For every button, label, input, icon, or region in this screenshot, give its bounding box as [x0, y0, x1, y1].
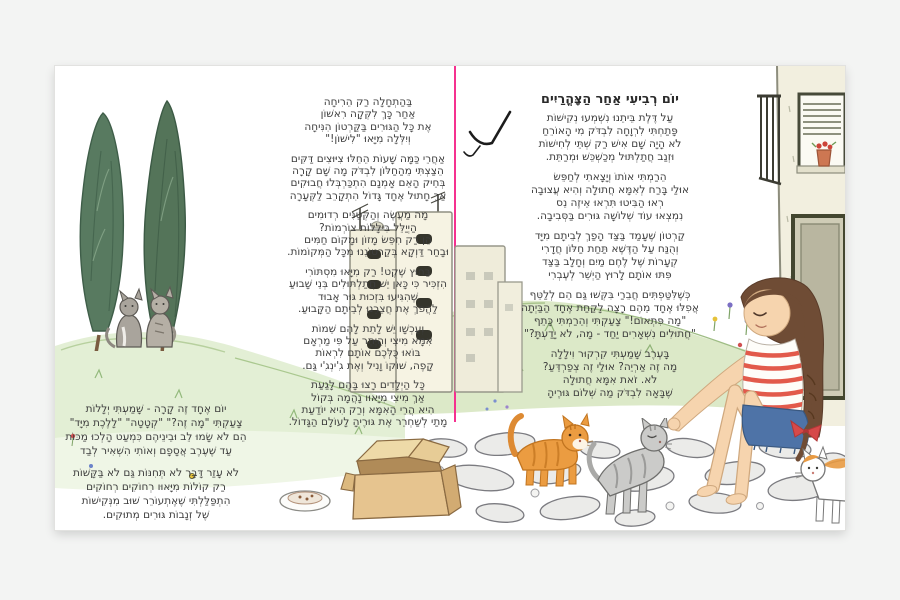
poem-line: שֶׁהִגִּיעוּ בִּזְכוּת גּוּר אָבוּד — [317, 290, 419, 303]
poem-line: וְעַכְשָׁו יֵשׁ לָתֵת לָהֶם שֵׁמוֹת — [311, 322, 425, 335]
poem-line: מָתַי לְשַׁחְרֵר אֶת גּוּרֶיהָ לָעוֹלָם הַגָּדוֹל. — [288, 416, 448, 429]
stanza — [465, 112, 755, 164]
poem-line: אַחֲרֵי כַּמָּה שָׁעוֹת הֵחֵלּוּ צִיּוּצִים דַּקִּים — [290, 152, 446, 165]
poem-line: עַל דֶּלֶת בֵּיתֵנוּ נִשְׁמְעוּ נְקִישׁוֹת — [546, 112, 674, 124]
poem-line: לֹא. זֹאת אִמָּא חֲתוּלָה — [562, 374, 658, 386]
cardboard-box-illustration — [273, 431, 463, 530]
poem-line: וְיִלְּלָה מִיָּאוּ "לִישׁוֹן!" — [325, 133, 411, 146]
poem-line: צָעַקְתִּי "מָה זֶה?" "קְטָטָה" "לָלֶכֶת מִיָּד" — [69, 417, 243, 429]
poem-line: פָּתַחְתִּי לִרְוָחָה לִבְדֹּק מִי הָאוֹרֵחַ — [542, 125, 678, 137]
poem-line: בָּעֶרֶב שָׁמַעְתִּי קִרְקוּר וִילָלָה — [550, 348, 670, 360]
poem-line: אַךְ חָתוּל אֶחָד גָּדוֹל הִתְקָרֵב לַקְּעָרָה — [289, 189, 447, 202]
poem-line: אַךְ מִיצִי מִיָּאוּו נָהֲמָה בְּקוֹל — [311, 391, 425, 404]
poem-line: קָפֶה, שׁוֹקוֹ וָנִיל וְאֶת ג'ִינְג'ִי גַּם. — [302, 359, 434, 372]
poem-line: בַּחוּץ שֶׁקֶט! רַק מִיָּאוּ מִסְתּוֹרִי — [305, 265, 431, 278]
poem-line: הִזְכִּיר כִּי כָּאן יֵשׁ חֲתַלְתּוּלִים בְּנֵי שָׁבוּעַ — [289, 278, 447, 291]
calico-cat-illustration — [793, 431, 845, 526]
poem-left-bottom-column — [55, 402, 257, 530]
poem-line: קַרְטוֹן שֶׁעָמַד בַּצַּד הָפַךְ לְבֵיתָם מִיָּד — [534, 230, 686, 242]
poem-line: הִתְפַּלַּלְתִּי שֶׁאֶתְעוֹרֵר שׁוּב מִנְּקִישׁוֹת — [81, 495, 231, 507]
poem-right-column — [465, 93, 755, 407]
stanza — [55, 402, 257, 458]
poem-line: הַיְיַלֵּל בִּילָלוֹת צוֹרְמוֹת? — [319, 221, 417, 234]
poem-line: הֵן רַק חִפֵּשׂ מָזוֹן וּמָקוֹם חַמִּים — [304, 234, 432, 247]
hand — [668, 418, 680, 430]
poem-line: מָה זֶה אַרְיֵה? אוּלַי זֶה צְפַרְדֵּעַ? — [542, 361, 678, 373]
food-bowl-illustration — [280, 491, 330, 511]
poem-line: אֲפִלּוּ אֶחָד מֵהֶם רָצָה לָקַחַת אֶחָד הַבַּיְתָה — [521, 302, 699, 314]
poem-line: בַּהַתְחָלָה רַק הֵרִיחָה — [323, 96, 413, 108]
poem-line: כְּשֶׁלִּטַּפְתִּים חֲבֵרַי בִּקְּשׁוּ גַּם הֵם לְלַטֵּף — [529, 289, 691, 301]
shuttered-window-illustration — [797, 94, 845, 173]
poem-line: הֵרַמְתִּי אוֹתוֹ וְיָצָאתִי לְחַפֵּשׂ — [553, 171, 667, 183]
cypress-trees-illustration — [63, 91, 223, 351]
poem-line: וּבָחַר דַּוְקָא בְּקַרְטוֹנֵנוּ מִכָּל הַמְּקוֹמוֹת. — [287, 246, 449, 259]
poem-line: לַהֲפֹךְ אֶת חֲצֵרֵנוּ לְבֵיתָם הַקָּבוּעַ. — [298, 303, 438, 316]
poem-line: נִמְצְאוּ עוֹד שְׁלוֹשָׁה גּוּרִים בַּסְּבִיבָה. — [536, 210, 684, 222]
poem-line: בְּחֵיק הָאֵם אָמְנָם הִתְכַּרְבְּלוּ חֲבוּקִים — [290, 177, 446, 190]
poem-line: לֹא עָזַר דָּבָר לֹא תְּחִנּוֹת גַּם לֹא בַּקָּשׁוֹת — [72, 467, 240, 479]
poem-line: הֵצַצְתִּי מֵהַחַלּוֹן לִבְדֹּק מָה שָׁם קָרָה — [292, 165, 444, 178]
poem-line: אוּלַי בָּרַח לְאִמָּא חֲתוּלָה וְהִיא עֲצוּבָה — [530, 184, 690, 196]
stanza — [465, 348, 755, 400]
poem-line: רְאוּ הַבִּיטוּ תִּרְאוּ אֵיזֶה נֵס — [556, 197, 664, 209]
poem-title: יוֹם רְבִיעִי אַחַר הַצָּהֳרַיִים — [541, 92, 679, 107]
poem-line: הִיא הֲרֵי הָאִמָּא וְרַק הִיא יוֹדַעַת — [301, 403, 435, 416]
foot — [725, 492, 746, 505]
poem-line: שֶׁבָּאָה לִבְדֹּק מַה שְּׁלוֹם גּוּרֶיהָ — [547, 387, 673, 399]
stanza — [465, 289, 755, 341]
stanza — [465, 171, 755, 223]
stanza — [55, 466, 257, 522]
poem-line: "חֲתוּלִים נִשְׁאָרִים יַחַד - מָה, לֹא יָדַעְתָּ?" — [524, 328, 696, 340]
poem-line: וְהֻנַּח עַל הַדֶּשֶׁא תַּחַת חַלּוֹן חֲדָרִי — [541, 243, 679, 255]
poem-line: מָה מַעֲשֶׂה וְהַקְּטַנִּים רְדוּמִים — [307, 209, 429, 222]
foot — [696, 484, 718, 499]
poem-line: בּוֹאוּ כֻּלְּכֶם אוֹתָם לִרְאוֹת — [315, 347, 421, 360]
poem-line: אִמָּא מִיצִי וְהַיֶּתֶר עַל פִּי מַרְאָם — [303, 334, 433, 347]
poem-line: וּזְנַב חֲתַלְתּוּל מְכַשְׁכֵּשׁ וּמְרַתֵּת. — [545, 151, 675, 163]
book-spread — [55, 66, 845, 530]
poem-line: קְעָרוֹת שֶׁל לֶחֶם מַיִם וְחָלָב בַּצַּד — [542, 256, 678, 268]
poem-line: אַחַר כָּךְ לִקְּקָה רִאשׁוֹן — [320, 108, 416, 121]
poem-line: הֵם לֹא שָׂמוּ לֵב וּבֵינֵיהֶם כִּמְעַט הָלְכוּ מַכּוֹת — [65, 431, 247, 443]
poem-line: אֶת כָּל הַגּוּרִים בַּקַּרְטוֹן הִנִּיחָה — [304, 120, 432, 133]
poem-line: יוֹם אֶחָד זֶה קָרָה - שָׁמַעְתִּי יְלָלוֹת — [85, 403, 227, 415]
poem-line: רַק קוֹלוֹת מִיָּאוּו רְחוֹקִים רְחוֹקִים — [86, 481, 226, 493]
poem-line: "מָה פִּתְאוֹם!" צָעַקְתִּי וְהֵרַמְתִּי כָּתֵף — [533, 315, 687, 327]
poem-line: לֹא הָיָה שָׁם אִישׁ רַק שְׁתֵּי לְחִישׁוֹת — [538, 138, 682, 150]
poem-line: עַד שֶׁעֶרֶב אֲסָפָם וְאוֹתִי הִשְׁאִיר לְבַד — [80, 445, 232, 457]
poem-line: שֶׁל זְנָבוֹת גּוּרִים מְתוּקִים. — [102, 509, 210, 521]
stanza — [465, 230, 755, 282]
poem-line: כָּל הַיְלָדִים רָצוּ בָּהֶם לָגַעַת — [311, 379, 425, 392]
poem-line: פִּתּוּ אוֹתָם לָרוּץ הַיְשֵׁר לְעֶבְרִי — [548, 269, 672, 281]
